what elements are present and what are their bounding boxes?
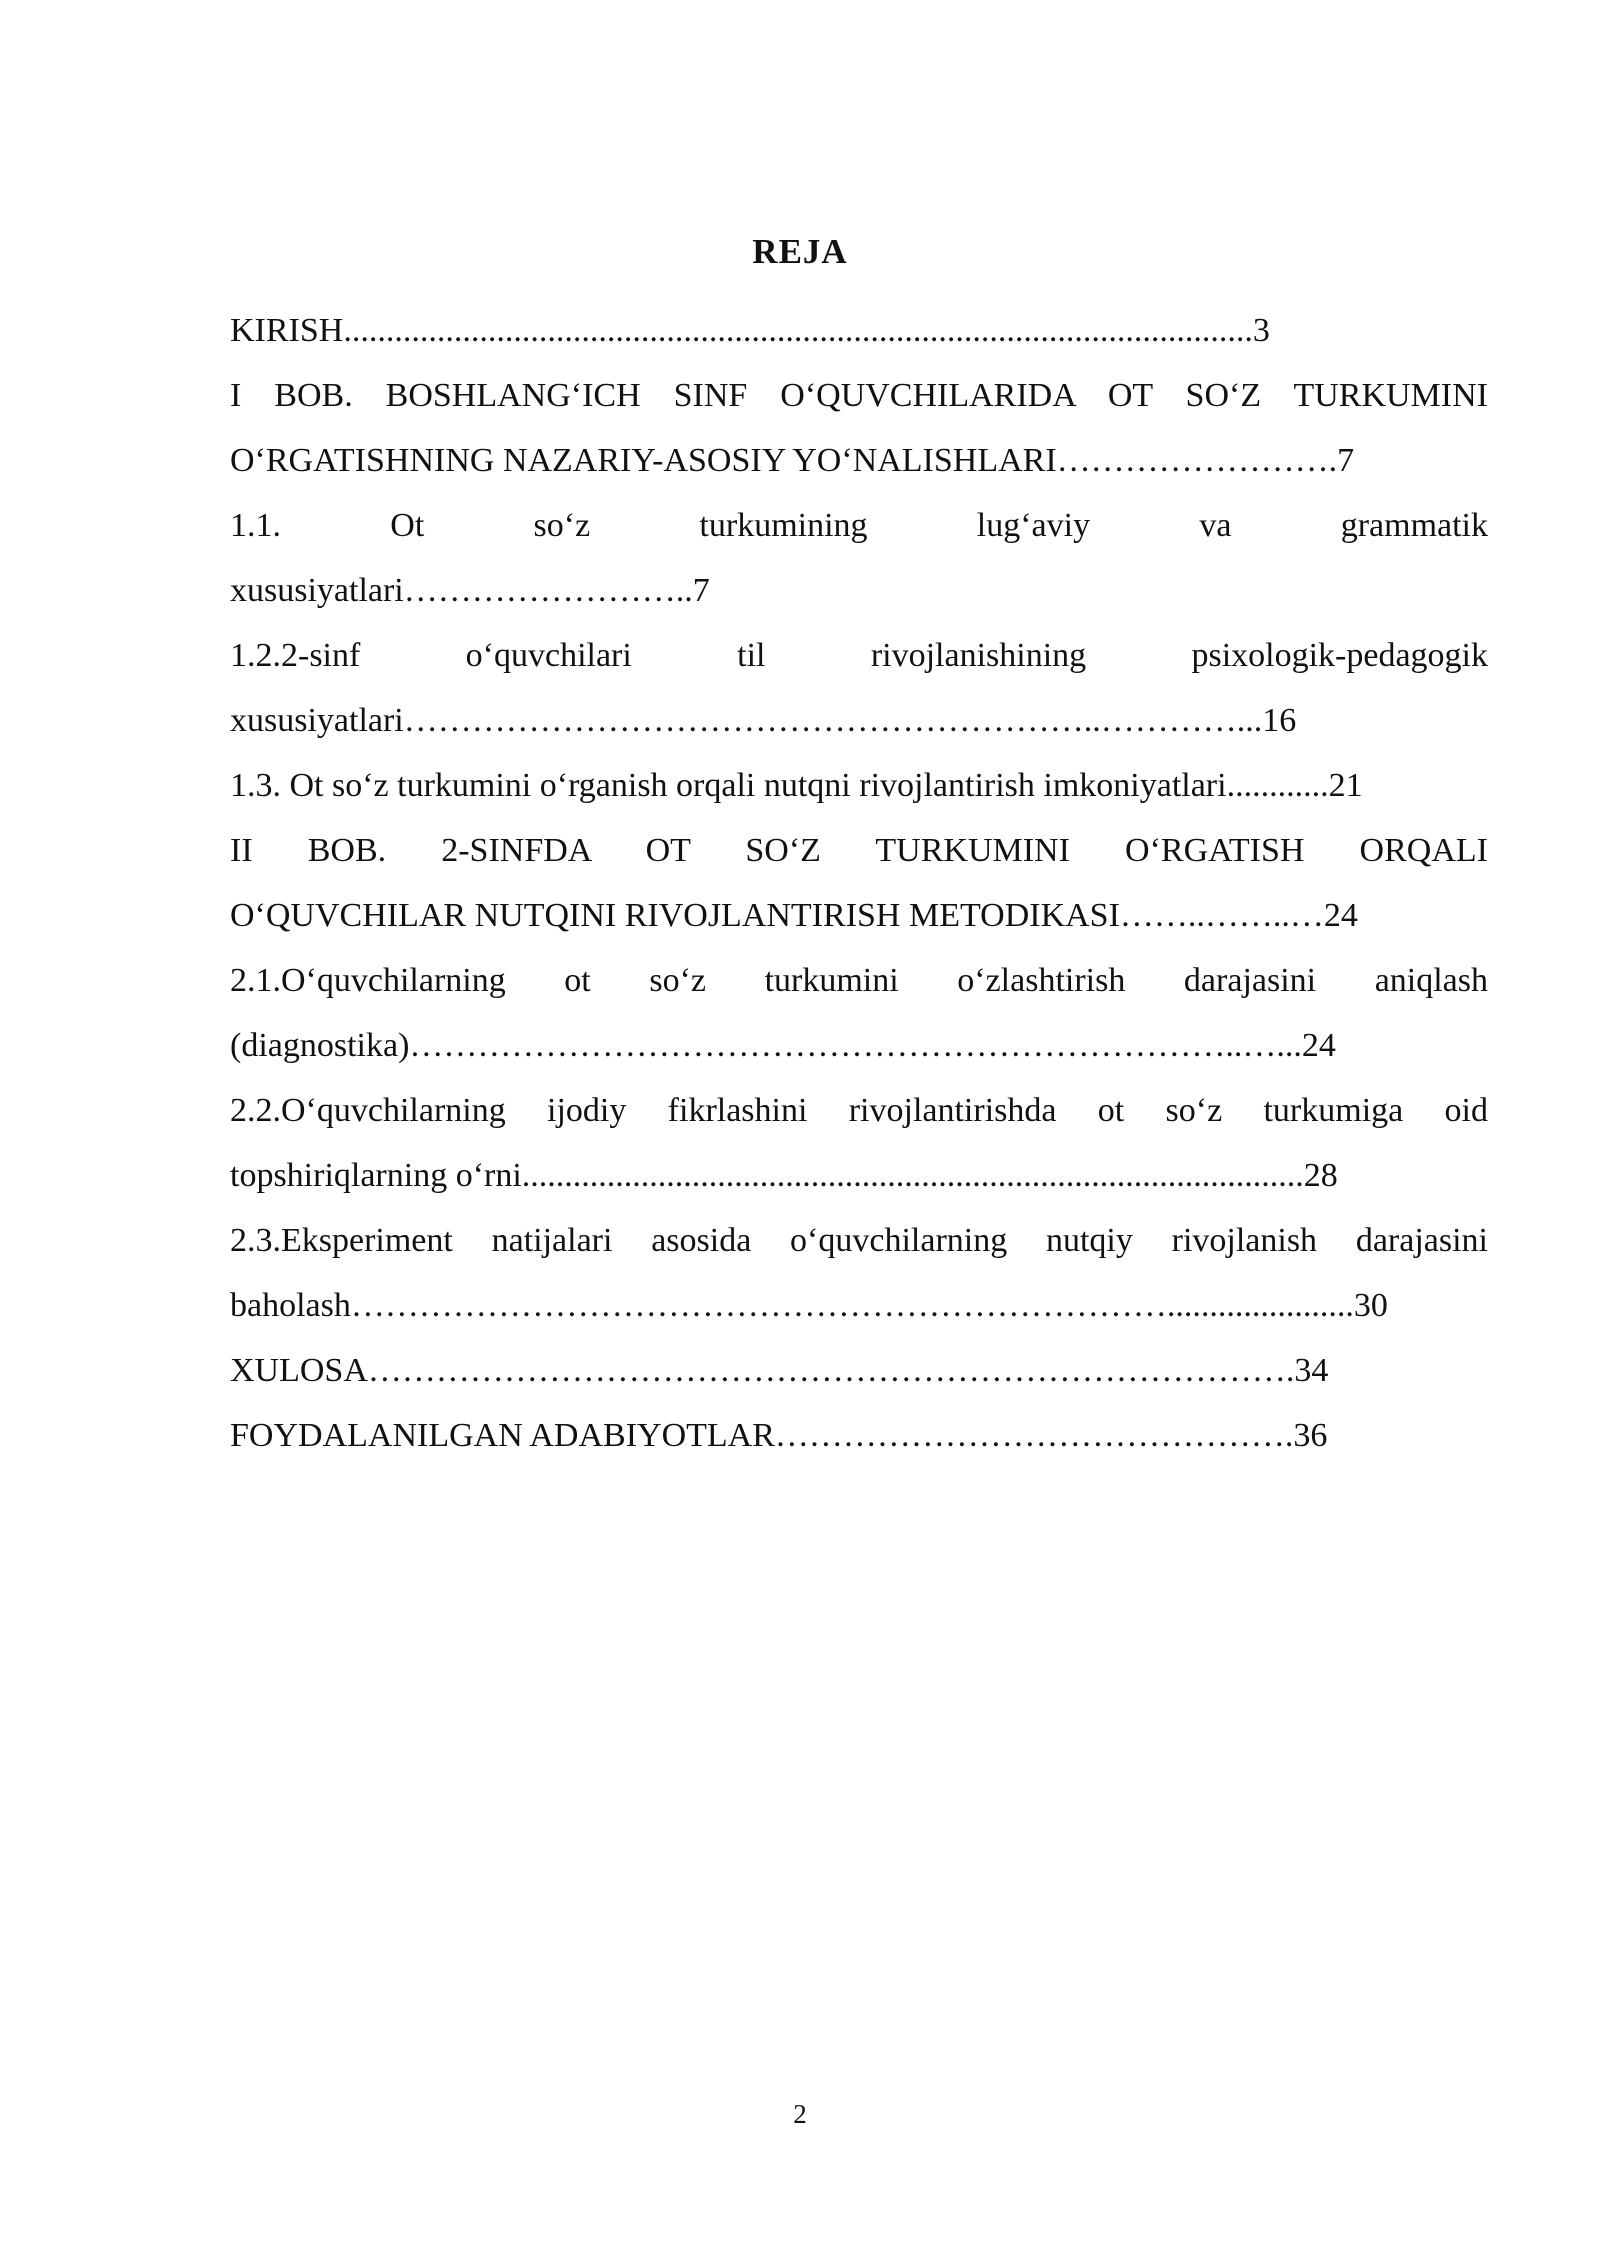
toc-entry-section-2-1-line-1: 2.1.O‘quvchilarning ot so‘z turkumini o‘zlashtirish darajasini aniqlash [230, 962, 1488, 999]
page-title: REJA [752, 232, 848, 271]
toc-entry-chapter-1-line-2: O‘RGATISHNING NAZARIY-ASOSIY YO‘NALISHLARI…………………….7 [230, 442, 1355, 479]
toc-entry-section-1-1-line-2: xususiyatlari……………………..7 [230, 572, 710, 609]
toc-entry-chapter-2-line-1: II BOB. 2-SINFDA OT SO‘Z TURKUMINI O‘RGATISH ORQALI [230, 832, 1488, 869]
toc-entry-section-1-2-line-1: 1.2.2-sinf o‘quvchilari til rivojlanishining psixologik-pedagogik [230, 637, 1488, 674]
toc-entry-section-2-2-line-2: topshiriqlarning o‘rni............................................................................................28 [230, 1157, 1338, 1194]
toc-entry-section-1-3: 1.3. Ot so‘z turkumini o‘rganish orqali nutqni rivojlantirish imkoniyatlari............21 [230, 767, 1363, 804]
toc-entry-section-2-1-line-2: (diagnostika)………………………………………………………………..…...24 [230, 1027, 1336, 1064]
toc-entry-section-2-2-line-1: 2.2.O‘quvchilarning ijodiy fikrlashini rivojlantirishda ot so‘z turkumiga oid [230, 1092, 1488, 1129]
toc-entry-section-1-2-line-2: xususiyatlari……………………………………………………..…………...16 [230, 702, 1297, 739]
toc-entry-section-2-3-line-2: baholash………………………………………………………………......................30 [230, 1287, 1388, 1324]
toc-entry-kirish: KIRISH...........................................................................................................3 [230, 312, 1270, 349]
page-number: 2 [793, 2099, 807, 2129]
toc-entry-xulosa: XULOSA……………………………………………………………………….34 [230, 1352, 1329, 1389]
table-of-contents [230, 298, 1488, 1468]
toc-entry-bibliography: FOYDALANILGAN ADABIYOTLAR……………………………………….36 [230, 1417, 1328, 1454]
toc-entry-section-1-1-line-1: 1.1. Ot so‘z turkumining lug‘aviy va grammatik [230, 507, 1488, 544]
toc-entry-section-2-3-line-1: 2.3.Eksperiment natijalari asosida o‘quvchilarning nutqiy rivojlanish darajasini [230, 1222, 1488, 1259]
toc-entry-chapter-1-line-1: I BOB. BOSHLANG‘ICH SINF O‘QUVCHILARIDA OT SO‘Z TURKUMINI [230, 377, 1488, 414]
toc-entry-chapter-2-line-2: O‘QUVCHILAR NUTQINI RIVOJLANTIRISH METODIKASI……..……..…24 [230, 897, 1358, 934]
